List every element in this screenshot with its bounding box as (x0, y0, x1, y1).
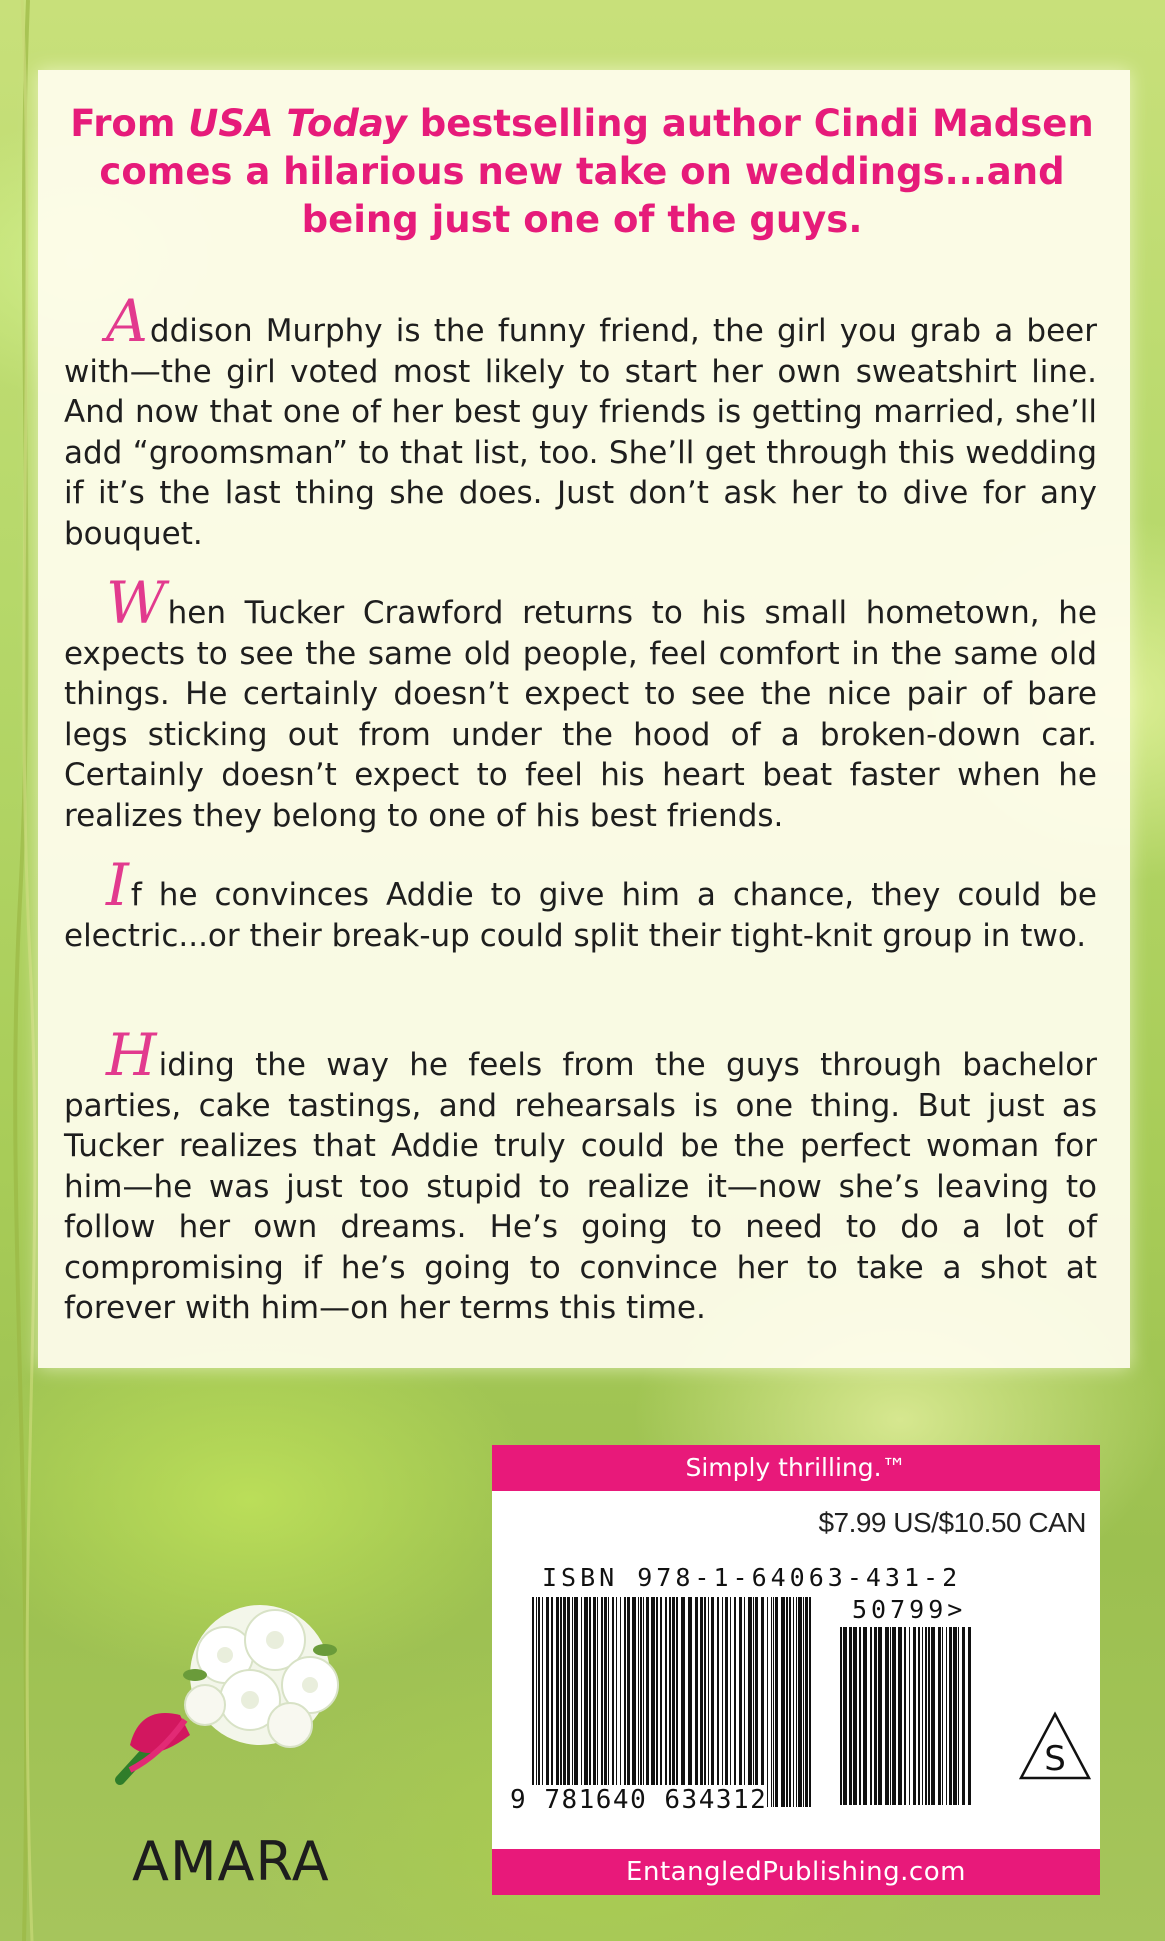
barcode-bar (624, 1597, 626, 1807)
barcode-bar (542, 1597, 543, 1807)
barcode-bar (725, 1597, 728, 1807)
barcode (532, 1597, 812, 1807)
barcode-bar (849, 1627, 852, 1805)
price-label: $7.99 US/$10.50 CAN (818, 1507, 1086, 1538)
barcode-bar (646, 1597, 649, 1807)
barcode-bar (946, 1627, 947, 1805)
drop-cap: H (106, 1021, 157, 1089)
barcode-bar (771, 1597, 772, 1807)
barcode-bar (786, 1597, 788, 1807)
barcode-bar (722, 1597, 723, 1807)
barcode-bar (711, 1597, 714, 1807)
barcode-bar (638, 1597, 639, 1807)
barcode-bar (627, 1597, 630, 1807)
blurb-paragraph-1: Addison Murphy is the funny friend, the girl you grab a beer with—the girl voted most likely to start her own sweatshirt line. And now that one of her best guy friends is getting married, she’ll add “groomsman” to that list, too. She’ll get through this wedding if it’s the last thing she does. Just don’t ask her to dive for any bouquet. (64, 287, 1097, 552)
barcode-bar (843, 1627, 847, 1805)
barcode-bar (859, 1627, 861, 1805)
blurb-paragraph-3: If he convinces Addie to give him a chance, they could be electric...or their break-up could split their tight-knit group in two. (64, 851, 1097, 954)
barcode-bar (904, 1627, 906, 1805)
barcode-bar (739, 1597, 742, 1807)
barcode-bar (953, 1627, 957, 1805)
barcode-bar (767, 1597, 768, 1807)
barcode-bar (643, 1597, 644, 1807)
barcode-bar (717, 1597, 719, 1807)
barcode-bar (656, 1597, 658, 1807)
slogan-bar: Simply thrilling.™ (492, 1445, 1100, 1491)
barcode-bar (922, 1627, 923, 1805)
barcode-bar (938, 1627, 941, 1805)
barcode-bar (560, 1597, 562, 1807)
barcode-bar (928, 1627, 930, 1805)
barcode-bar (651, 1597, 655, 1807)
price-code-label: 50799> (852, 1595, 967, 1624)
barcode-bar (958, 1627, 959, 1805)
barcode-bar (805, 1597, 808, 1807)
barcode-bar (755, 1597, 758, 1807)
bouquet-image (110, 1595, 370, 1795)
barcode-bar (581, 1597, 582, 1807)
barcode-bar (681, 1597, 685, 1807)
barcode-bar (853, 1627, 857, 1805)
rating-triangle-icon (1017, 1710, 1093, 1782)
barcode-bar (574, 1597, 578, 1807)
barcode-bar (704, 1597, 706, 1807)
barcode-bar (563, 1597, 566, 1807)
barcode-bar (572, 1597, 573, 1807)
barcode-bar (672, 1597, 675, 1807)
barcode-bar (775, 1597, 778, 1807)
barcode-bar (584, 1597, 588, 1807)
barcode-bar (890, 1627, 891, 1805)
barcode-bar (931, 1627, 935, 1805)
barcode-bar (789, 1597, 791, 1807)
barcode-bar (700, 1597, 703, 1807)
barcode-bar (798, 1597, 802, 1807)
barcode-bar (962, 1627, 965, 1805)
barcode-bar (676, 1597, 678, 1807)
barcode-bar (730, 1597, 731, 1807)
barcode-bar (620, 1597, 621, 1807)
barcode-bar (809, 1597, 811, 1807)
barcode-bar (665, 1597, 667, 1807)
barcode-bar (840, 1627, 842, 1805)
barcode-bar (688, 1597, 692, 1807)
publisher-logo: AMARA (132, 1830, 330, 1893)
barcode-bar (878, 1627, 882, 1805)
barcode-bar (885, 1627, 889, 1805)
drop-cap: W (106, 569, 166, 637)
barcode-bar (593, 1597, 596, 1807)
barcode-bar (597, 1597, 598, 1807)
svg-text:S: S (1044, 1739, 1066, 1779)
drop-cap: I (106, 851, 129, 919)
barcode-bar (744, 1597, 745, 1807)
barcode-bar (803, 1597, 804, 1807)
barcode-bar (551, 1597, 553, 1807)
barcode-bar (546, 1597, 549, 1807)
barcode-bar (567, 1597, 570, 1807)
barcode-bar (632, 1597, 636, 1807)
barcode-bar (949, 1627, 952, 1805)
barcode-digits: 9 781640 634312 (510, 1785, 768, 1815)
website-bar: EntangledPublishing.com (492, 1849, 1100, 1895)
barcode-bar (909, 1627, 910, 1805)
barcode-bar (536, 1597, 537, 1807)
barcode-bar (660, 1597, 662, 1807)
barcode-bar (616, 1597, 617, 1807)
isbn-label: ISBN 978-1-64063-431-2 (542, 1563, 962, 1592)
barcode-bar (761, 1597, 764, 1807)
barcode-bar (608, 1597, 609, 1807)
barcode-bar (589, 1597, 591, 1807)
price-box (492, 1445, 1100, 1895)
blurb-paragraph-4: Hiding the way he feels from the guys through bachelor parties, cake tastings, and rehearsals is one thing. But just as Tucker realizes that Addie truly could be the perfect woman for him—he was just too stupid to realize it—now she’s leaving to follow her own dreams. He’s going to need to do a lot of compromising if he’s going to convince her to take a shot at forever with him—on her terms this time. (64, 1021, 1097, 1326)
barcode-bar (793, 1597, 794, 1807)
barcode-bar (640, 1597, 642, 1807)
barcode-bar (863, 1627, 867, 1805)
barcode-addon (840, 1627, 975, 1805)
barcode-bar (695, 1597, 698, 1807)
barcode-bar (870, 1627, 872, 1805)
barcode-bar (669, 1597, 671, 1807)
barcode-bar (796, 1597, 797, 1807)
barcode-bar (532, 1597, 534, 1807)
barcode-bar (708, 1597, 709, 1807)
barcode-bar (925, 1627, 927, 1805)
barcode-bar (913, 1627, 916, 1805)
barcode-bar (942, 1627, 943, 1805)
barcode-bar (601, 1597, 603, 1807)
barcode-bar (538, 1597, 540, 1807)
barcode-bar (968, 1627, 971, 1805)
barcode-bar (918, 1627, 920, 1805)
barcode-bar (748, 1597, 752, 1807)
tagline: From USA Today bestselling author Cindi Madsen comes a hilarious new take on weddings...and being just one of the guys. (70, 102, 1094, 241)
barcode-bar (612, 1597, 614, 1807)
barcode-bar (753, 1597, 754, 1807)
barcode-bar (556, 1597, 559, 1807)
drop-cap: A (106, 287, 148, 355)
blurb-paragraph-2: When Tucker Crawford returns to his small hometown, he expects to see the same old people, feel comfort in the same old things. He certainly doesn’t expect to see the nice pair of bare legs sticking out from under the hood of a broken-down car. Certainly doesn’t expect to feel his heart beat faster when he realizes they belong to one of his best friends. (64, 569, 1097, 834)
barcode-bar (781, 1597, 785, 1807)
barcode-bar (874, 1627, 877, 1805)
barcode-bar (604, 1597, 607, 1807)
barcode-bar (773, 1597, 774, 1807)
barcode-bar (734, 1597, 736, 1807)
barcode-bar (898, 1627, 902, 1805)
barcode-bar (892, 1627, 896, 1805)
